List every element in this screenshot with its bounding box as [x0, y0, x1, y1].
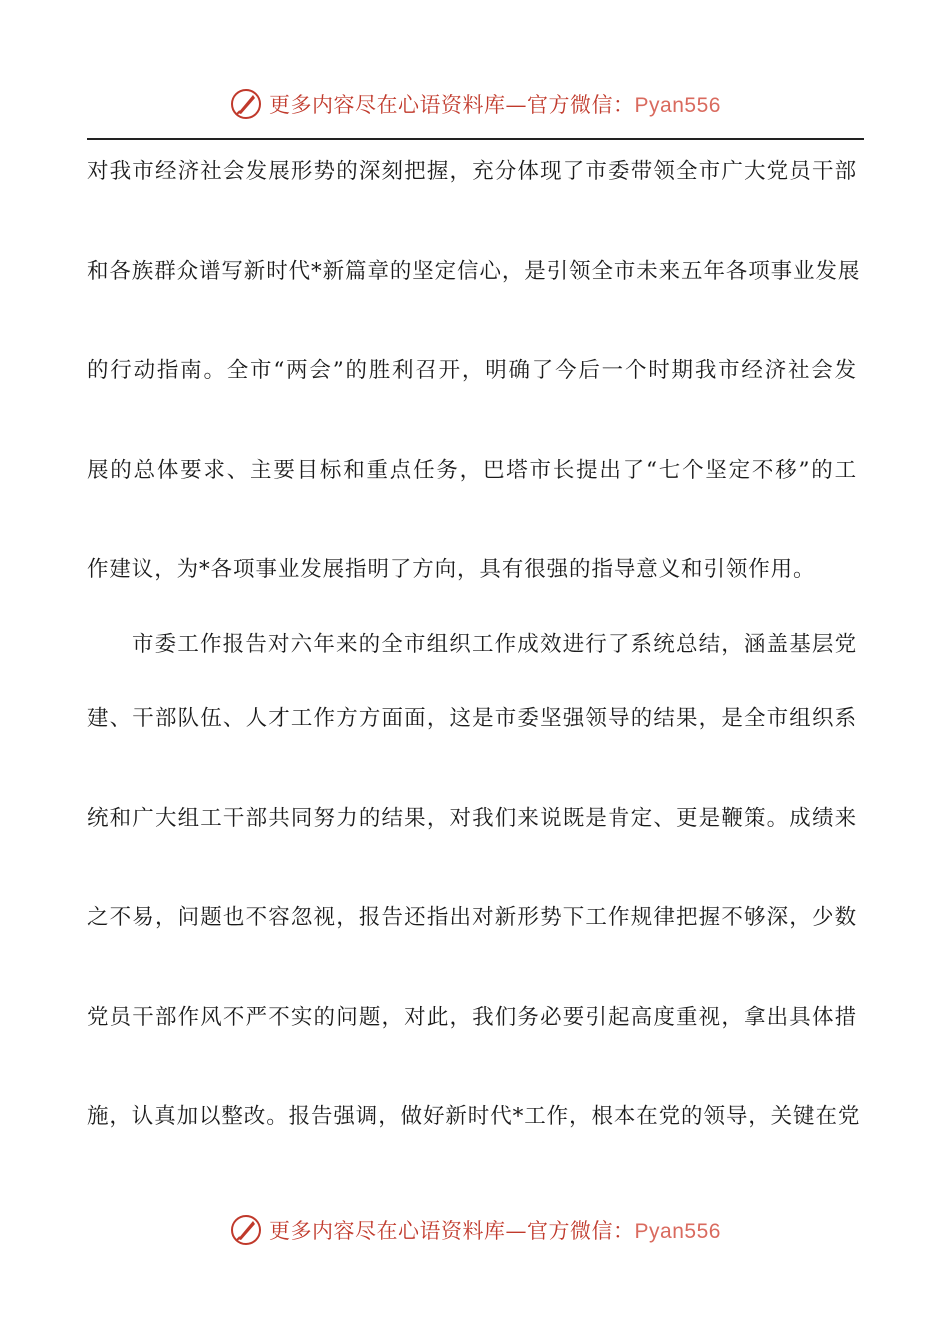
quill-logo-icon — [229, 87, 263, 121]
text-line: 的行动指南。全市“两会”的胜利召开，明确了今后一个时期我市经济社会发 — [87, 358, 857, 383]
text-line: 统和广大组工干部共同努力的结果，对我们来说既是肯定、更是鞭策。成绩来 — [87, 805, 857, 831]
header-divider — [87, 138, 864, 140]
text-line: 施，认真加以整改。报告强调，做好新时代*工作，根本在党的领导，关键在党 — [87, 1104, 861, 1129]
text-line: 党员干部作风不严不实的问题，对此，我们务必要引起高度重视，拿出具体措 — [87, 1004, 857, 1030]
text-line: 对我市经济社会发展形势的深刻把握，充分体现了市委带领全市广大党员干部 — [87, 159, 857, 184]
text-line: 作建议，为*各项事业发展指明了方向，具有很强的指导意义和引领作用。 — [87, 557, 816, 582]
text-line: 市委工作报告对六年来的全市组织工作成效进行了系统总结，涵盖基层党 — [132, 631, 857, 657]
footer-banner-text: 更多内容尽在心语资料库—官方微信：Pyan556 — [269, 1219, 721, 1243]
header-banner-text: 更多内容尽在心语资料库—官方微信：Pyan556 — [269, 93, 721, 117]
quill-logo-icon — [229, 1213, 263, 1247]
document-body — [87, 150, 861, 1195]
text-line: 之不易，问题也不容忽视，报告还指出对新形势下工作规律把握不够深，少数 — [87, 905, 857, 930]
header-wechat-id: Pyan556 — [634, 94, 721, 117]
text-line: 展的总体要求、主要目标和重点任务，巴塔市长提出了“七个坚定不移”的工 — [87, 457, 857, 483]
footer-banner — [0, 1210, 950, 1250]
text-line: 建、干部队伍、人才工作方方面面，这是市委坚强领导的结果，是全市组织系 — [87, 706, 857, 731]
footer-wechat-id: Pyan556 — [634, 1220, 721, 1243]
text-line: 和各族群众谱写新时代*新篇章的坚定信心，是引领全市未来五年各项事业发展 — [87, 258, 861, 284]
header-banner — [0, 84, 950, 124]
